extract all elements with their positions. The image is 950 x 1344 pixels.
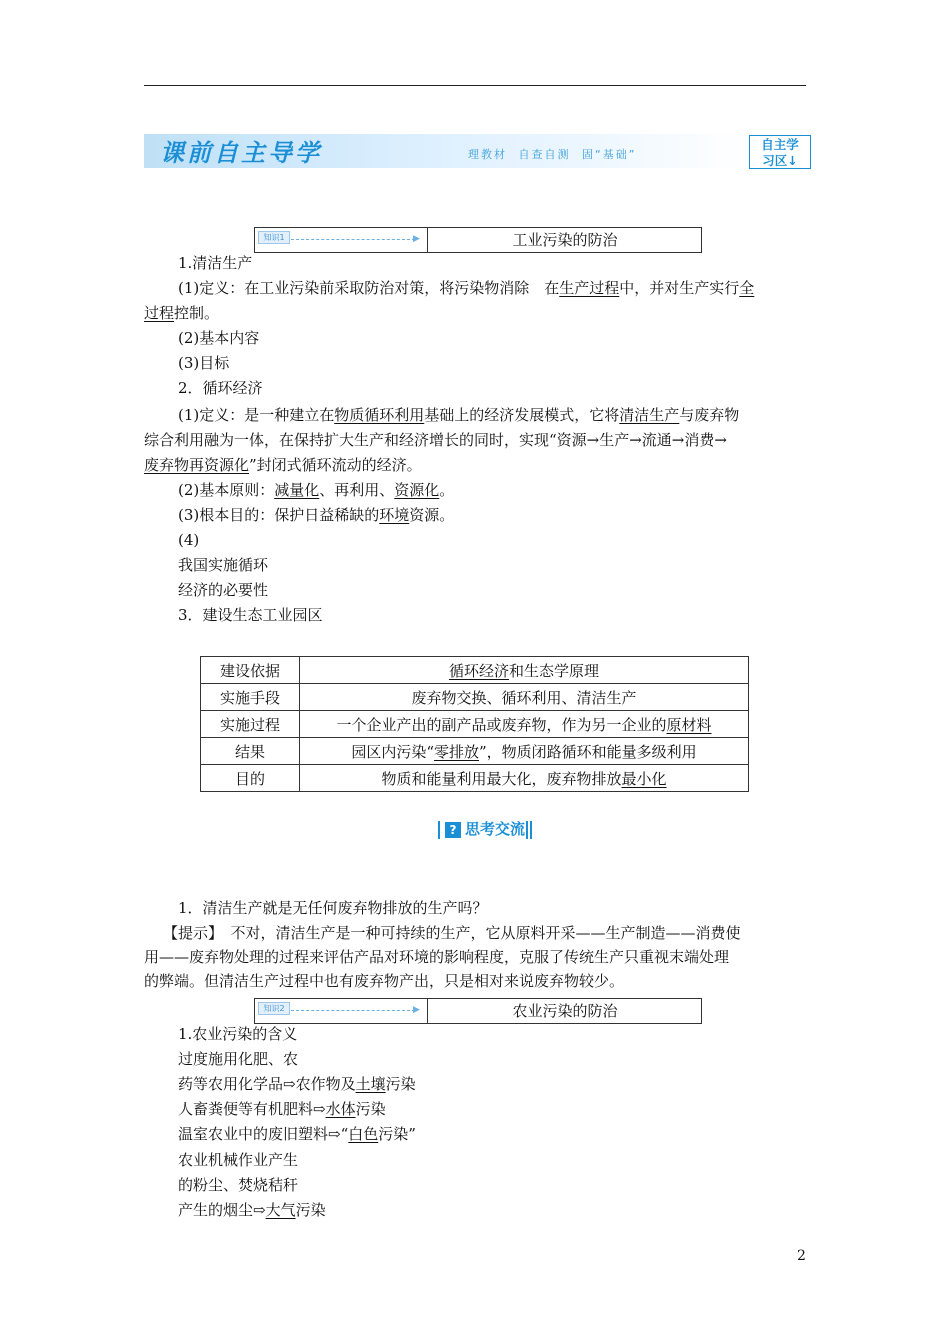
definition-line: (1)定义：是一种建立在物质循环利用基础上的经济发展模式，它将清洁生产与废弃物 (178, 406, 740, 424)
table-row (201, 657, 749, 684)
top-rule (144, 85, 806, 86)
answer-line: 用——废弃物处理的过程来评估产品对环境的影响程度，克服了传统生产只重视末端处理 (144, 948, 730, 966)
arrow-icon: ▶ (413, 1005, 420, 1015)
text-line: 经济的必要性 (178, 581, 269, 599)
table-key: 建设依据 (201, 657, 300, 684)
arrow-icon: ▶ (413, 234, 420, 244)
table-row (201, 711, 749, 738)
text-line: 的粉尘、焚烧秸秆 (178, 1176, 299, 1194)
question-line: 1．清洁生产就是无任何废弃物排放的生产吗？ (178, 899, 488, 917)
text-line: 温室农业中的废旧塑料⇨“白色污染” (178, 1125, 416, 1143)
bar-icon (530, 821, 532, 839)
banner-title: 课前自主导学 (160, 139, 322, 167)
section-header-2 (254, 998, 702, 1024)
answer-line: 的弊端。但清洁生产过程中也有废弃物产出，只是相对来说废弃物较少。 (144, 972, 625, 990)
table-value: 物质和能量利用最大化，废弃物排放最小化 (300, 765, 749, 792)
text-line: (2)基本原则：减量化、再利用、资源化。 (178, 481, 455, 499)
text-line: 人畜粪便等有机肥料⇨水体污染 (178, 1100, 386, 1118)
section-tag: 知识1 (258, 231, 290, 244)
table-value: 一个企业产出的副产品或废弃物，作为另一企业的原材料 (300, 711, 749, 738)
text-line: 过度施用化肥、农 (178, 1050, 299, 1068)
section-tag-area (255, 999, 428, 1023)
table-key: 目的 (201, 765, 300, 792)
section-tag-area (255, 228, 428, 252)
item-title: 3．建设生态工业园区 (178, 606, 323, 624)
table-key: 实施手段 (201, 684, 300, 711)
banner-subtitle: 理教材 自查自测 固“基础” (468, 148, 637, 161)
text-line: (3)根本目的：保护日益稀缺的环境资源。 (178, 506, 455, 524)
think-exchange-heading (437, 818, 533, 839)
table-row (201, 765, 749, 792)
definition-line: 过程控制。 (144, 304, 220, 322)
answer-line: 【提示】 不对，清洁生产是一种可持续的生产，它从原料开采——生产制造——消费使 (163, 924, 741, 942)
self-study-badge (749, 135, 811, 169)
badge-line-1: 自主学 (761, 137, 799, 152)
bar-icon (438, 821, 440, 839)
definition-line: 综合利用融为一体，在保持扩大生产和经济增长的同时，实现“资源→生产→流通→消费→ (144, 431, 727, 449)
text-line: 产生的烟尘⇨大气污染 (178, 1201, 326, 1219)
text-line: 我国实施循环 (178, 556, 269, 574)
page-number: 2 (797, 1248, 806, 1264)
table-row (201, 738, 749, 765)
section-header-1 (254, 227, 702, 253)
item-title: 1.农业污染的含义 (178, 1025, 298, 1043)
text-line: 药等农用化学品⇨农作物及土壤污染 (178, 1075, 416, 1093)
table-value: 循环经济和生态学原理 (300, 657, 749, 684)
text-line: 农业机械作业产生 (178, 1151, 299, 1169)
table-key: 实施过程 (201, 711, 300, 738)
item-title: 2．循环经济 (178, 379, 263, 397)
table-value: 废弃物交换、循环利用、清洁生产 (300, 684, 749, 711)
definition-line: (1)定义：在工业污染前采取防治对策，将污染物消除 在生产过程中，并对生产实行全 (178, 279, 755, 297)
definition-line: 废弃物再资源化”封闭式循环流动的经济。 (144, 456, 422, 474)
question-icon: ? (445, 822, 461, 838)
dashed-arrow-line (291, 1010, 415, 1011)
bar-icon (526, 821, 528, 839)
dashed-arrow-line (291, 239, 415, 240)
table-value: 园区内污染“零排放”，物质闭路循环和能量多级利用 (300, 738, 749, 765)
table-key: 结果 (201, 738, 300, 765)
section-title: 工业污染的防治 (512, 231, 618, 249)
think-label: 思考交流 (465, 820, 526, 838)
text-line: (3)目标 (178, 354, 230, 372)
text-line: (4) (178, 531, 200, 549)
badge-line-2: 习区↓ (762, 153, 798, 168)
item-title: 1.清洁生产 (178, 254, 253, 272)
section-tag: 知识2 (258, 1002, 290, 1015)
section-title: 农业污染的防治 (512, 1002, 618, 1020)
eco-park-table (200, 656, 749, 792)
table-row (201, 684, 749, 711)
text-line: (2)基本内容 (178, 329, 260, 347)
